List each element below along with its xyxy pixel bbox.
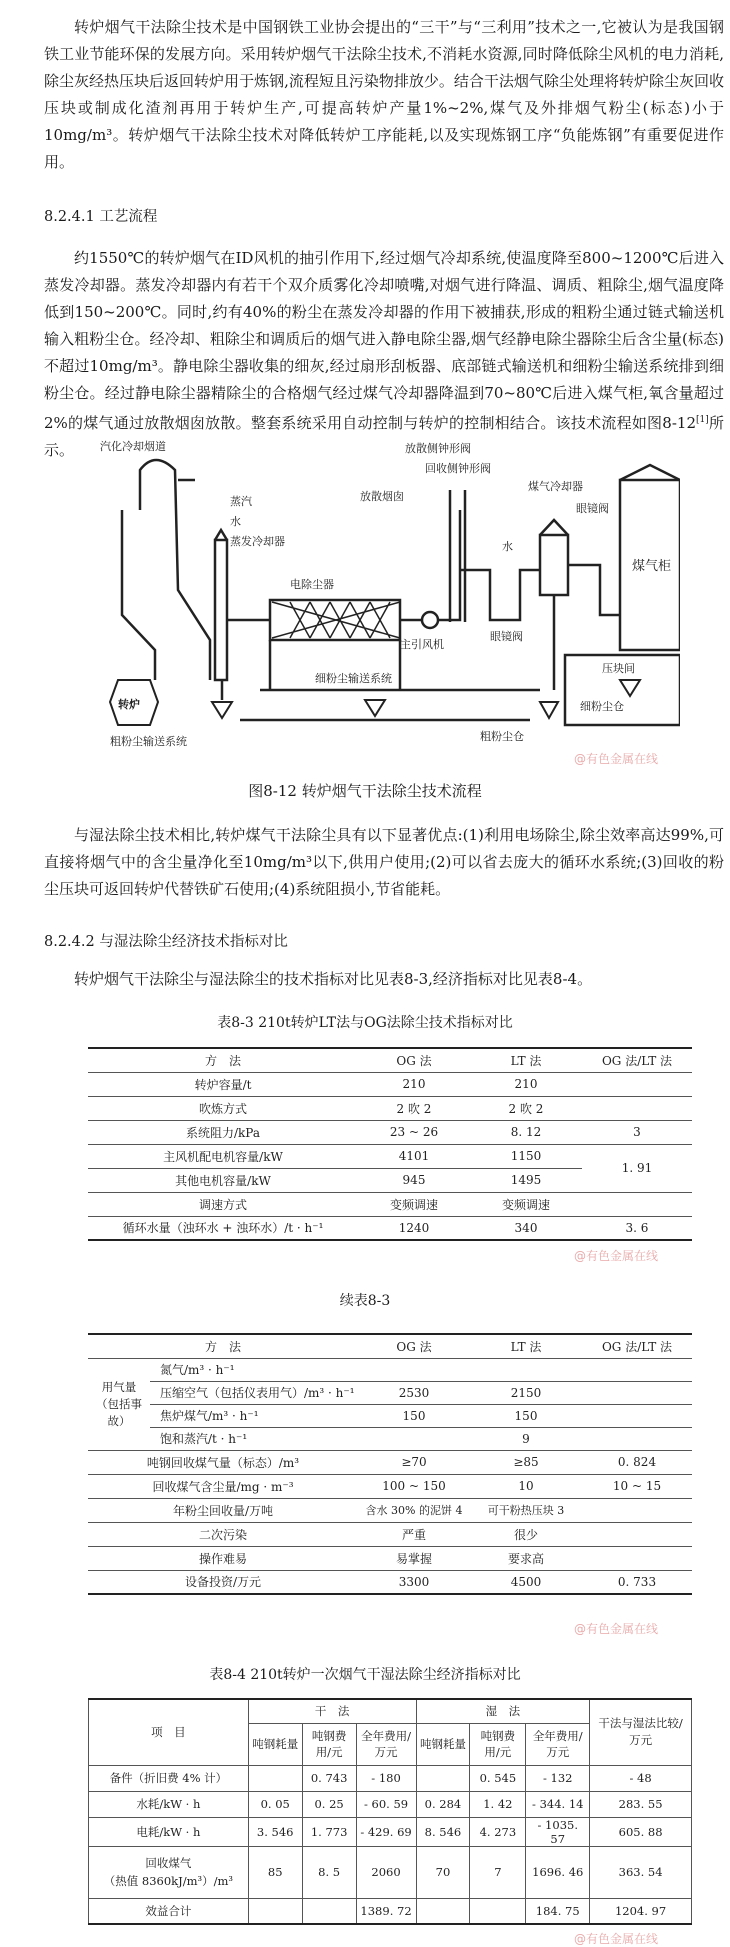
t2-header-og: OG 法 [358, 1334, 470, 1358]
t1-header-method: 方 法 [88, 1048, 358, 1072]
coarse-dust-bin-right [540, 702, 558, 718]
table-row: 二次污染 严重 很少 [88, 1522, 692, 1546]
citation-ref[interactable]: [1] [696, 415, 709, 425]
table-row: 循环水量（浊环水 + 浊环水）/t · h⁻¹ 1240 340 3. 6 [88, 1216, 692, 1240]
t2-header-method: 方 法 [88, 1334, 358, 1358]
table1-watermark: @有色金属在线 [574, 1249, 659, 1263]
label-holder: 煤气柜 [632, 559, 672, 574]
table-8-3 [88, 1047, 692, 1241]
table-row: 回收煤气含尘量/mg · m⁻³ 100 ~ 150 10 10 ~ 15 [88, 1474, 692, 1498]
bleed-chimney [450, 490, 465, 622]
t1-header-og: OG 法 [358, 1048, 470, 1072]
t2-header-ratio: OG 法/LT 法 [582, 1334, 692, 1358]
table-row: 压缩空气（包括仪表用气）/m³ · h⁻¹ 2530 2150 [88, 1381, 692, 1404]
coarse-dust-bin-left [212, 702, 232, 718]
table-8-4: 项 目 干 法 湿 法 干法与湿法比较/万元 吨钢耗量 吨钢费用/元 全年费用/万元 吨钢耗量 吨钢费用/元 全年费用/万元 备件（折旧费 4% 计） 0. 743 - 180 0. 545 - 132 - 48 水耗/kW · h 0. 05 0. 25 - 60. 59 0. 284 1. 42 - 344. 14 283. 55 电耗/kW · h 3. 546 1. 773 - 429. 69 8. 546 4. 273 - 1035. 57 605. 88 回收煤气 （热值 8360kJ/m³）/m³ 85 8. 5 2060 70 7 1696. 46 363. 54 效益合计 1389. 72 184. 75 1204. 97 [88, 1698, 692, 1925]
table-row: 年粉尘回收量/万吨 含水 30% 的泥饼 4 可干粉热压块 3 [88, 1498, 692, 1522]
section-heading-compare: 8.2.4.2 与湿法除尘经济技术指标对比 [44, 934, 288, 950]
table3-title: 表8-4 210t转炉一次烟气干湿法除尘经济指标对比 [209, 1667, 521, 1683]
label-fine-sys: 细粉尘输送系统 [315, 672, 392, 685]
label-fan: 主引风机 [400, 638, 444, 651]
figure-caption: 图8-12 转炉烟气干法除尘技术流程 [248, 782, 482, 800]
label-coarse-bin: 粗粉尘仓 [480, 730, 524, 743]
table-row: 吨钢回收煤气量（标态）/m³ ≥70 ≥85 0. 824 [88, 1450, 692, 1474]
evaporative-cooler [215, 540, 227, 680]
label-flue: 汽化冷却烟道 [100, 440, 166, 453]
intro-paragraph: 转炉烟气干法除尘技术是中国钢铁工业协会提出的“三干”与“三利用”技术之一,它被认为是我国钢铁工业节能环保的发展方向。采用转炉烟气干法除尘技术,不消耗水资源,同时降低除尘风机的电力消耗,除尘灰经热压块后返回转炉用于炼钢,流程短且污染物排放少。结合干法烟气除尘处理将转炉除尘灰回收压块或制成化渣剂再用于转炉生产,可提高转炉产量1%~2%,煤气及外排烟气粉尘(标态)小于10mg/m³。转炉烟气干法除尘技术对降低转炉工序能耗,以及实现炼钢工序“负能炼钢”有重要促进作用。 [44, 18, 724, 171]
table-row: 吹炼方式 2 吹 2 2 吹 2 [88, 1096, 692, 1120]
label-briquette: 压块间 [602, 662, 635, 675]
table3-watermark: @有色金属在线 [574, 1932, 659, 1946]
t2-header-lt: LT 法 [470, 1334, 582, 1358]
label-coarse-sys: 粗粉尘输送系统 [110, 735, 187, 748]
section-heading-process: 8.2.4.1 工艺流程 [44, 209, 158, 225]
table-row: 饱和蒸汽/t · h⁻¹ 9 [88, 1427, 692, 1450]
label-water2: 水 [502, 540, 513, 553]
t3-header-dry: 干 法 [248, 1699, 416, 1723]
table-row: 焦炉煤气/m³ · h⁻¹ 150 150 [88, 1404, 692, 1427]
label-gas-cooler: 煤气冷却器 [528, 480, 583, 493]
table-row: 转炉容量/t 210 210 [88, 1072, 692, 1096]
t1-header-ratio: OG 法/LT 法 [582, 1048, 692, 1072]
t3-header-wet: 湿 法 [416, 1699, 590, 1723]
label-evap: 蒸发冷却器 [230, 535, 285, 548]
label-bleed-valve: 放散侧钟形阀 [405, 442, 471, 455]
label-goggle2: 眼镜阀 [490, 630, 523, 643]
table-row: 水耗/kW · h 0. 05 0. 25 - 60. 59 0. 284 1. 42 - 344. 14 283. 55 [89, 1791, 692, 1817]
table-row: 主风机配电机容量/kW 4101 1150 1. 91 [88, 1144, 692, 1168]
table-row: 操作难易 易掌握 要求高 [88, 1546, 692, 1570]
t3-header-ratio: 干法与湿法比较/万元 [590, 1699, 692, 1765]
gas-cooler [540, 535, 568, 595]
table1-title: 表8-3 210t转炉LT法与OG法除尘技术指标对比 [217, 1015, 513, 1031]
t3-header-item: 项 目 [89, 1699, 249, 1765]
table-row: 电耗/kW · h 3. 546 1. 773 - 429. 69 8. 546 4. 273 - 1035. 57 605. 88 [89, 1817, 692, 1846]
label-fine-bin: 细粉尘仓 [580, 700, 624, 713]
main-fan [422, 612, 438, 628]
process-paragraph [44, 245, 724, 464]
table-row: 备件（折旧费 4% 计） 0. 743 - 180 0. 545 - 132 - 48 [89, 1765, 692, 1791]
table-row: 其他电机容量/kW 945 1495 [88, 1168, 692, 1192]
table2-title: 续表8-3 [339, 1293, 391, 1309]
table-row: 回收煤气 （热值 8360kJ/m³）/m³ 85 8. 5 2060 70 7 1696. 46 363. 54 [89, 1846, 692, 1898]
table-row: 效益合计 1389. 72 184. 75 1204. 97 [89, 1898, 692, 1924]
table-row: 设备投资/万元 3300 4500 0. 733 [88, 1570, 692, 1594]
advantages-paragraph: 与湿法除尘技术相比,转炉煤气干法除尘具有以下显著优点:(1)利用电场除尘,除尘效率高达99%,可直接将烟气中的含尘量净化至10mg/m³以下,供用户使用;(2)可以省去庞大的循环水系统;(3)回收的粉尘压块可返回转炉代替铁矿石使用;(4)系统阻损小,节省能耗。 [44, 826, 724, 898]
process-tail: 所示。 [44, 414, 724, 459]
label-water1: 水 [230, 515, 241, 528]
process-text: 约1550℃的转炉烟气在ID风机的抽引作用下,经过烟气冷却系统,使温度降至800~1200℃后进入蒸发冷却器。蒸发冷却器内有若干个双介质雾化冷却喷嘴,对烟气进行降温、调质、粗除尘,烟气温度降低到150~200℃。同时,约有40%的粉尘在蒸发冷却器的作用下被捕获,形成的粗粉尘通过链式输送机输入粗粉尘仓。经冷却、粗除尘和调质后的烟气进入静电除尘器,烟气经静电除尘器除尘后含尘量(标态)不超过10mg/m³。静电除尘器收集的细灰,经过扇形刮板器、底部链式输送机和细粉尘输送系统排到细粉尘仓。经过静电除尘器精除尘的合格烟气经过煤气冷却器降温到70~80℃后进入煤气柜,氧含量超过2%的煤气通过放散烟囱放散。整套系统采用自动控制与转炉的控制相结合。该技术流程如图8-12 [44, 249, 724, 432]
fine-dust-bin [365, 700, 385, 716]
t3-gas-label: 回收煤气 （热值 8360kJ/m³）/m³ [89, 1846, 249, 1898]
compare-intro-paragraph: 转炉烟气干法除尘与湿法除尘的技术指标对比见表8-3,经济指标对比见表8-4。 [74, 970, 593, 988]
label-steam: 蒸汽 [230, 495, 252, 508]
t2-group-label: 用气量（包括事故） [88, 1358, 150, 1450]
table-8-3-continued [88, 1333, 692, 1595]
label-goggle1: 眼镜阀 [576, 502, 609, 515]
figure-watermark: @有色金属在线 [574, 752, 659, 766]
table2-watermark: @有色金属在线 [574, 1622, 659, 1636]
table-row: 系统阻力/kPa 23 ~ 26 8. 12 3 [88, 1120, 692, 1144]
table-row: 调速方式 变频调速 变频调速 [88, 1192, 692, 1216]
process-flow-diagram [100, 440, 680, 770]
label-recov-valve: 回收侧钟形阀 [425, 462, 491, 475]
label-converter: 转炉 [118, 698, 140, 711]
table-row: 用气量（包括事故） 氮气/m³ · h⁻¹ [88, 1358, 692, 1381]
label-esp: 电除尘器 [290, 578, 334, 591]
t1-header-lt: LT 法 [470, 1048, 582, 1072]
label-chimney: 放散烟囱 [360, 490, 404, 503]
